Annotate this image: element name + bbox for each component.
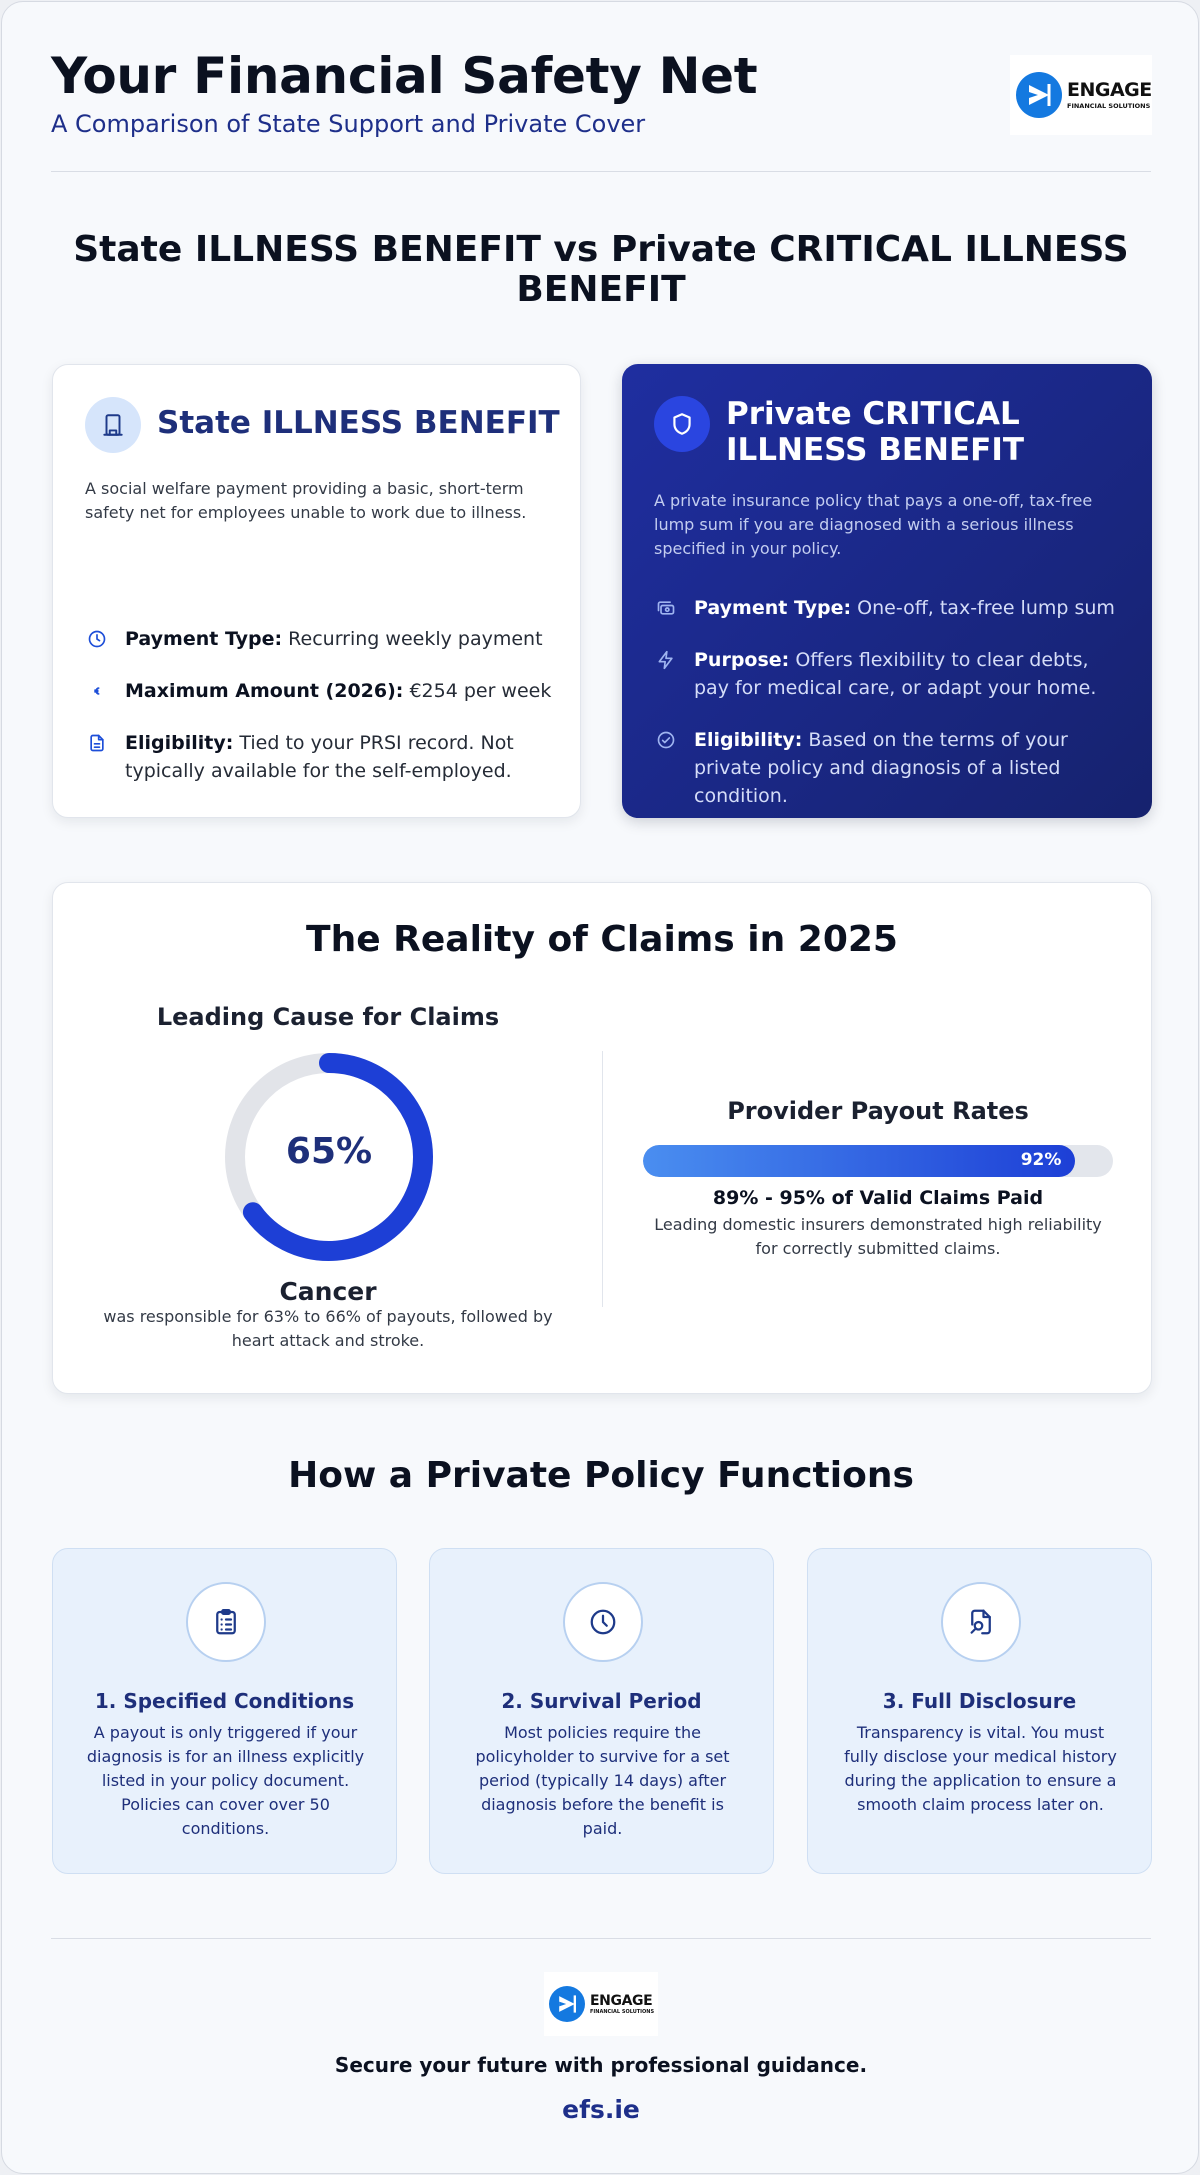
feature-text: One-off, tax-free lump sum xyxy=(857,597,1115,619)
private-card-description: A private insurance policy that pays a one-off, tax-free lump sum if you are diagnosed with a serious illness specified in your policy. xyxy=(654,491,1093,558)
feature-label: Payment Type: xyxy=(694,597,852,619)
private-benefit-card xyxy=(622,364,1152,818)
state-benefit-card xyxy=(52,364,581,818)
check-circle-icon xyxy=(654,730,678,810)
feature-label: Payment Type: xyxy=(125,628,283,650)
euro-icon xyxy=(85,681,109,705)
state-card-description: A social welfare payment providing a basic, short-term safety net for employees unable to work due to illness. xyxy=(85,479,527,522)
functions-title: How a Private Policy Functions xyxy=(288,1455,914,1496)
clock-icon xyxy=(563,1582,643,1662)
feature-text: Tied to your PRSI record. Not typically available for the self-employed. xyxy=(125,732,514,782)
state-feature-maximum-amount xyxy=(85,677,555,705)
claims-section xyxy=(52,882,1152,1394)
file-search-icon xyxy=(941,1582,1021,1662)
payout-description: Leading domestic insurers demonstrated high reliability for correctly submitted claims. xyxy=(654,1215,1102,1258)
step-text: Transparency is vital. You must fully disclose your medical history during the application to ensure a smooth claim process later on. xyxy=(844,1723,1117,1814)
private-feature-eligibility xyxy=(654,726,1124,810)
feature-text: €254 per week xyxy=(409,680,552,702)
step-title: 2. Survival Period xyxy=(501,1689,702,1713)
payout-progress-label: 92% xyxy=(1020,1150,1062,1170)
infographic-page xyxy=(1,1,1199,2174)
logo-word: ENGAGE xyxy=(1067,78,1152,101)
state-card-title: State ILLNESS BENEFIT xyxy=(157,405,560,441)
step-title: 1. Specified Conditions xyxy=(94,1689,355,1713)
comparison-title: State ILLNESS BENEFIT vs Private CRITICAL ILLNESS BENEFIT xyxy=(73,229,1129,310)
feature-text: Based on the terms of your private policy and diagnosis of a listed condition. xyxy=(694,729,1068,807)
feature-label: Purpose: xyxy=(694,649,790,671)
leading-cause-title: Leading Cause for Claims xyxy=(156,1003,500,1031)
step-card-specified-conditions xyxy=(52,1548,397,1874)
page-header xyxy=(51,46,1151,172)
feature-label: Eligibility: xyxy=(125,732,234,754)
step-text: Most policies require the policyholder to survive for a set period (typically 14 days) after diagnosis before the benefit is paid. xyxy=(475,1723,730,1838)
claims-title: The Reality of Claims in 2025 xyxy=(306,919,898,960)
claims-divider xyxy=(602,1051,603,1307)
engage-logo-icon xyxy=(549,1986,585,2022)
state-feature-payment-type xyxy=(85,625,555,653)
payout-progress-bar xyxy=(643,1145,1113,1177)
building-icon xyxy=(85,397,141,453)
payout-rates-title: Provider Payout Rates xyxy=(727,1097,1029,1125)
feature-label: Maximum Amount (2026): xyxy=(125,680,404,702)
feature-text: Recurring weekly payment xyxy=(288,628,543,650)
page-subtitle: A Comparison of State Support and Private Cover xyxy=(51,110,646,138)
document-icon xyxy=(85,733,109,785)
footer-website-link[interactable]: efs.ie xyxy=(562,2095,640,2124)
step-text: A payout is only triggered if your diagnosis is for an illness explicitly listed in your policy document. Policies can cover over 50 conditions. xyxy=(86,1723,365,1838)
footer-divider xyxy=(51,1938,1151,1939)
payout-stat: 89% - 95% of Valid Claims Paid xyxy=(712,1187,1044,1209)
logo-subtext: FINANCIAL SOLUTIONS xyxy=(590,2008,655,2015)
engage-logo-icon xyxy=(1016,72,1062,118)
leading-cause-name: Cancer xyxy=(279,1277,377,1306)
company-logo xyxy=(1010,55,1152,135)
footer-tagline: Secure your future with professional guidance. xyxy=(334,2053,868,2077)
page-title: Your Financial Safety Net xyxy=(51,47,758,105)
cash-icon xyxy=(654,598,678,622)
clipboard-icon xyxy=(186,1582,266,1662)
payout-progress-fill xyxy=(643,1145,1075,1177)
clock-icon xyxy=(85,629,109,653)
footer-logo xyxy=(544,1972,658,2036)
private-feature-payment-type xyxy=(654,594,1124,622)
feature-label: Eligibility: xyxy=(694,729,803,751)
private-feature-purpose xyxy=(654,646,1124,702)
step-title: 3. Full Disclosure xyxy=(882,1689,1077,1713)
lightning-icon xyxy=(654,650,678,702)
step-card-survival-period xyxy=(429,1548,774,1874)
logo-subtext: FINANCIAL SOLUTIONS xyxy=(1067,101,1151,110)
leading-cause-value: 65% xyxy=(285,1131,373,1172)
logo-word: ENGAGE xyxy=(590,1992,653,2009)
feature-text: Offers flexibility to clear debts, pay for medical care, or adapt your home. xyxy=(694,649,1097,699)
leading-cause-description: was responsible for 63% to 66% of payouts, followed by heart attack and stroke. xyxy=(103,1307,553,1350)
state-feature-eligibility xyxy=(85,729,555,785)
shield-icon xyxy=(654,396,710,452)
step-card-full-disclosure xyxy=(807,1548,1152,1874)
private-card-title: Private CRITICAL ILLNESS BENEFIT xyxy=(726,396,1024,468)
